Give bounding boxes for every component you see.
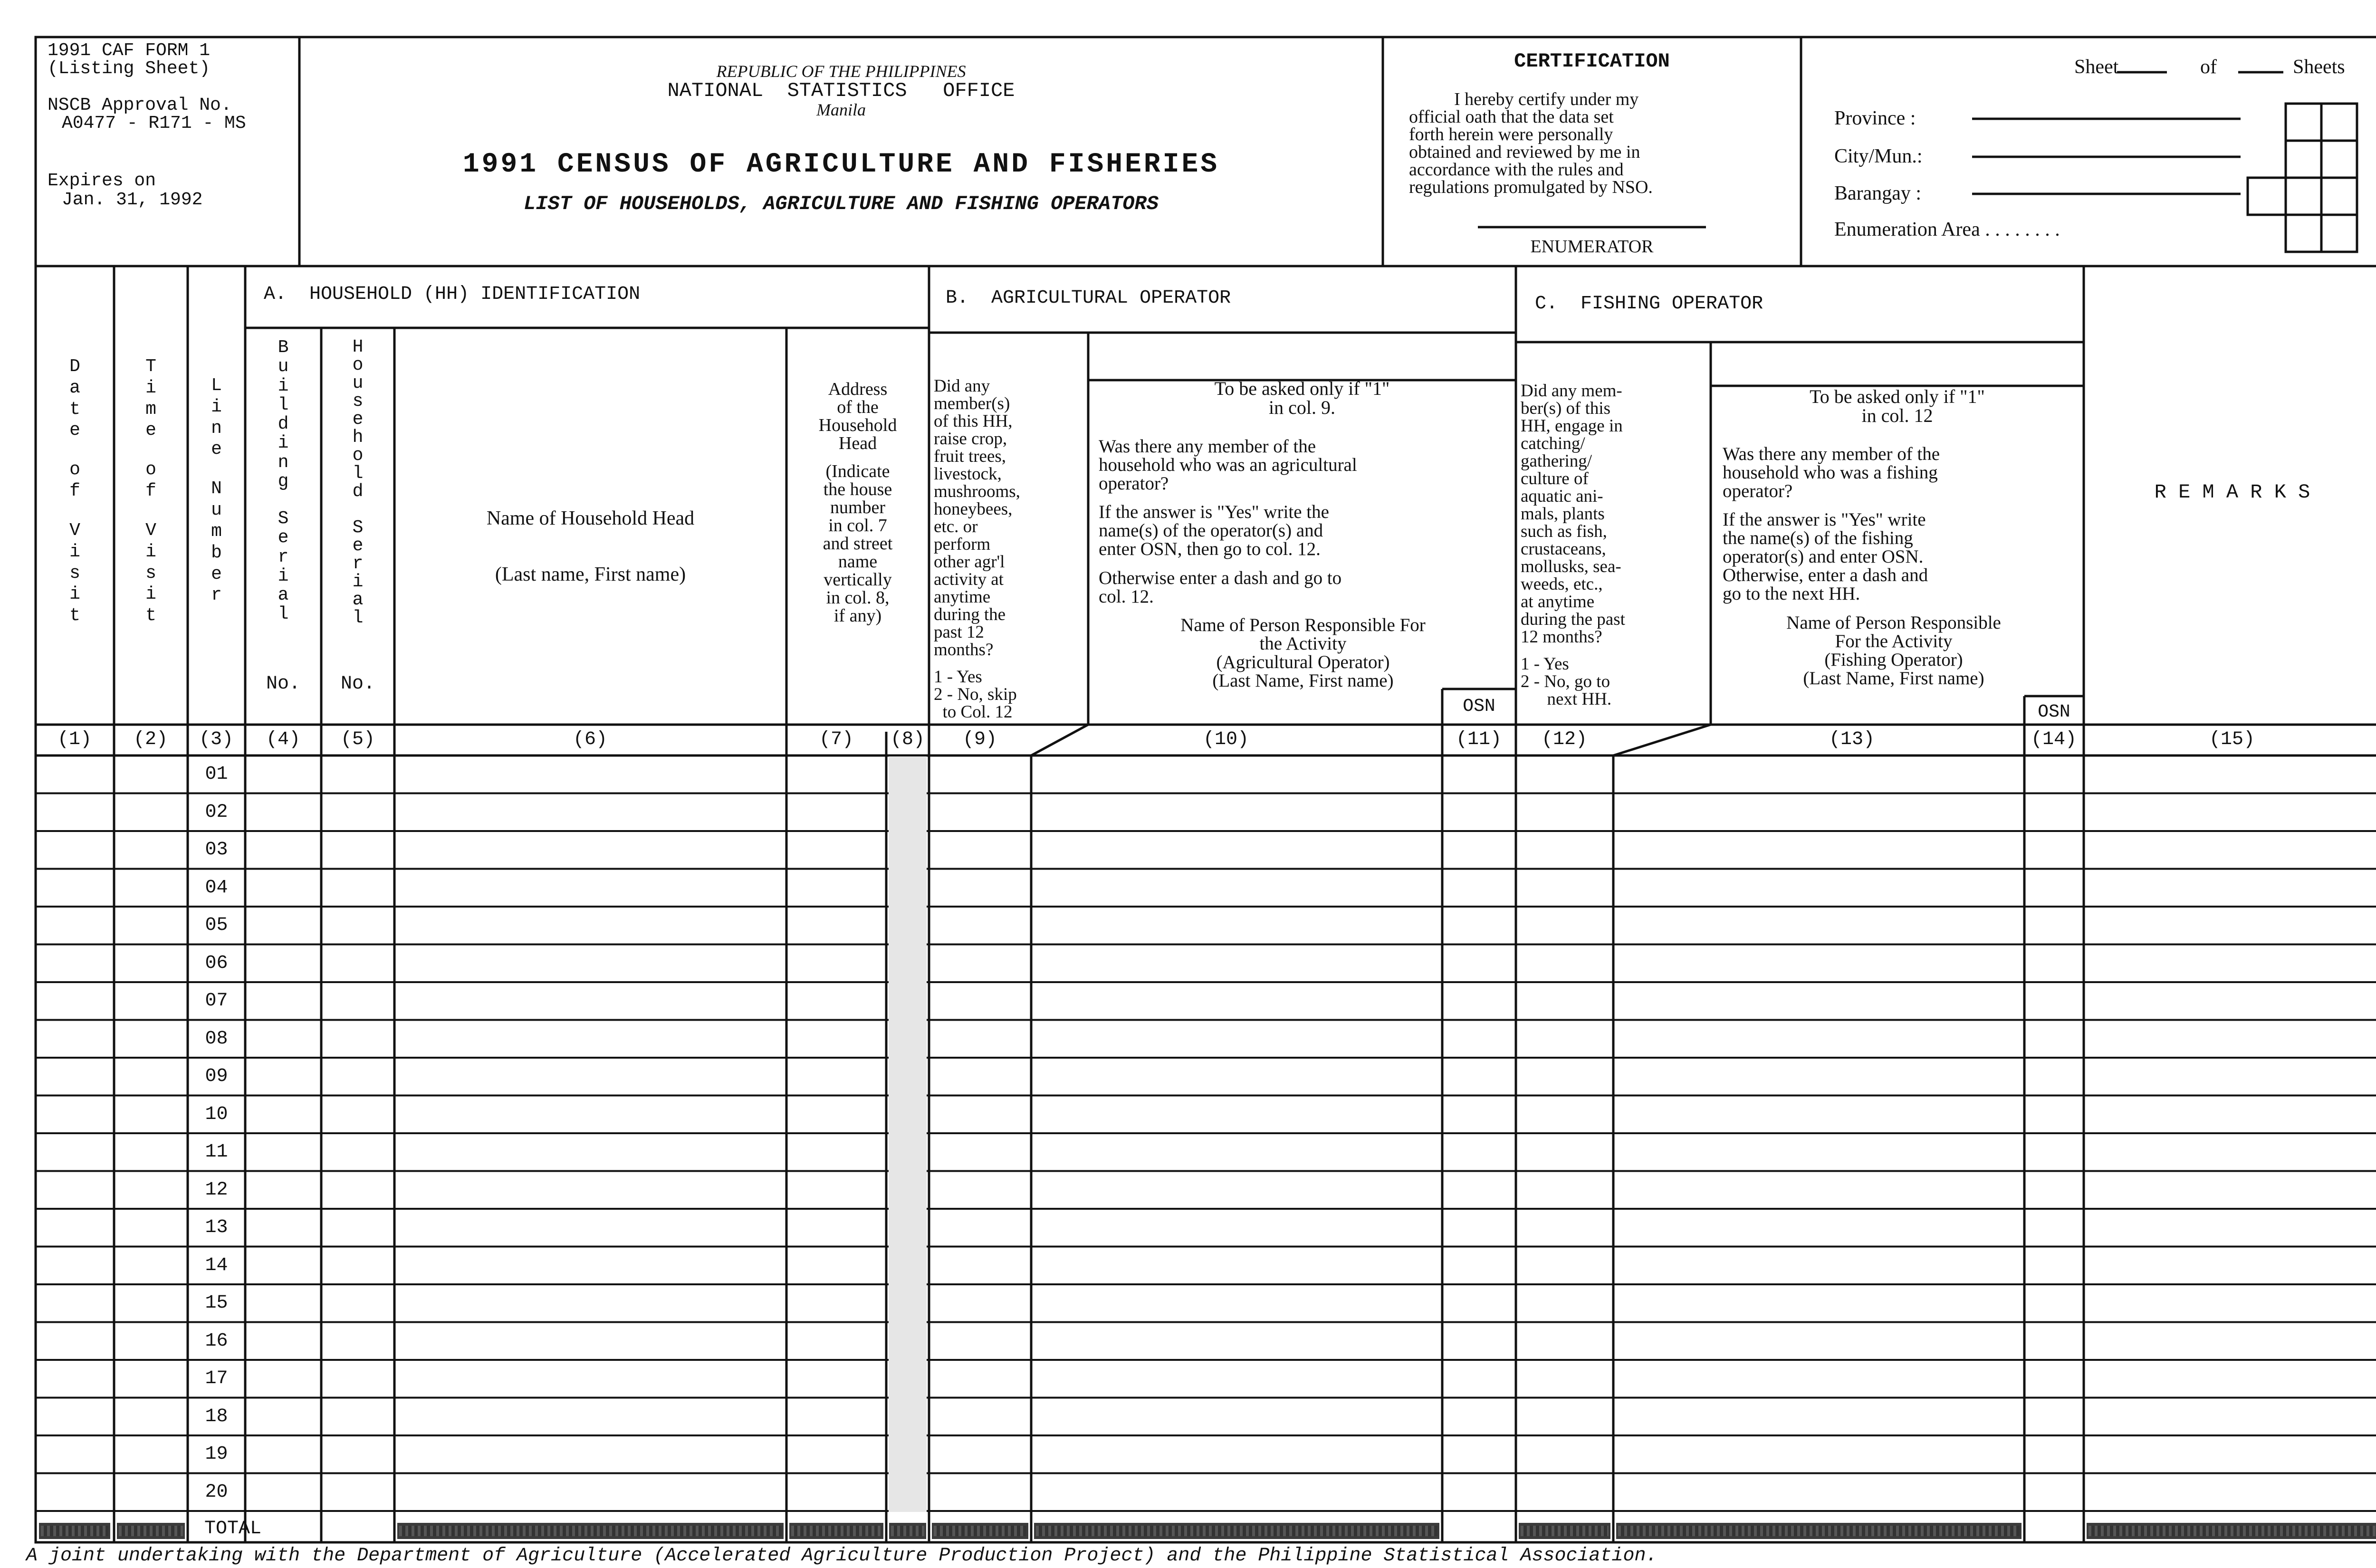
text-line [1099, 558, 1507, 568]
line-number-cell: 01 [205, 764, 228, 785]
text-line: household who was a fishing [1723, 462, 1938, 483]
text-line [1521, 646, 1625, 655]
text-line [1723, 500, 2065, 510]
header-letter: r [352, 554, 364, 574]
text-line: in col. 8, [826, 587, 890, 608]
line-number-cell: 13 [205, 1217, 228, 1238]
text-line: vertically [824, 569, 892, 590]
col13-question [1723, 408, 2065, 725]
line-number-cell: 05 [205, 915, 228, 936]
text-line [786, 452, 929, 462]
date-of-visit-header [36, 356, 114, 627]
approval-label: NSCB Approval No. [48, 95, 232, 115]
header-letter: i [278, 375, 289, 396]
text-line: the house [823, 479, 892, 499]
header-letter: n [211, 418, 222, 439]
header-letter: t [69, 605, 80, 626]
text-line: operator? [1723, 481, 1793, 501]
header-letter: a [278, 585, 289, 606]
column-number: (6) [573, 729, 607, 750]
expires-date: Jan. 31, 1992 [62, 190, 203, 210]
line-number-header [188, 375, 245, 606]
text-line: For the Activity [1835, 631, 1953, 651]
text-line [1099, 493, 1507, 503]
header-letter: o [352, 445, 364, 466]
text-line: during the [934, 605, 1006, 624]
certification-line-4: obtained and reviewed by me in [1409, 142, 1640, 162]
col12-question [1521, 347, 1625, 743]
text-line: Otherwise, enter a dash and [1723, 565, 1928, 586]
text-line: Address [828, 379, 888, 399]
line-number-cell: 17 [205, 1368, 228, 1389]
column-number: (12) [1541, 729, 1587, 750]
section-c-heading: C. FISHING OPERATOR [1535, 293, 1763, 315]
certification-line-6: regulations promulgated by NSO. [1409, 177, 1653, 197]
text-line: go to the next HH. [1723, 583, 1860, 604]
time-of-visit-header [114, 356, 188, 627]
text-line: raise crop, [934, 429, 1007, 449]
total-shade-10 [1034, 1523, 1439, 1539]
header-letter: o [145, 459, 156, 480]
line-number-cell: 12 [205, 1179, 228, 1201]
header-letter: u [211, 500, 222, 521]
text-line: etc. or [934, 517, 978, 536]
text-line: to Col. 12 [934, 702, 1013, 722]
col10-lines [1099, 437, 1507, 690]
osn-label-fish: OSN [2038, 702, 2070, 722]
certification-line-2: official oath that the data set [1409, 107, 1614, 127]
column-number: (8) [890, 729, 925, 750]
section-a-heading: A. HOUSEHOLD (HH) IDENTIFICATION [264, 284, 641, 305]
header-letter: r [211, 585, 222, 606]
text-line: name [838, 551, 878, 572]
hh-head-name-header: Name of Household Head [486, 507, 695, 529]
text-line: activity at [934, 570, 1004, 589]
col9-lines [934, 377, 1020, 721]
total-shade-7 [789, 1523, 883, 1539]
header-letter: u [352, 373, 364, 393]
header-letter: B [278, 337, 289, 358]
building-no-label: No. [266, 673, 300, 695]
header-letter: s [145, 563, 156, 583]
text-line: (Last Name, First name) [1212, 670, 1394, 691]
header-letter: o [69, 459, 80, 480]
header-letter: i [145, 377, 156, 398]
line-number-cell: 08 [205, 1028, 228, 1050]
line-number-cell: 14 [205, 1254, 228, 1276]
column-number: (1) [57, 729, 92, 750]
text-line: crustaceans, [1521, 539, 1606, 559]
osn-label-ag: OSN [1463, 696, 1495, 717]
text-line: To be asked only if "1" [1214, 378, 1390, 399]
header-letter: H [352, 337, 364, 357]
city-line: Manila [816, 100, 866, 119]
text-line: in col. 7 [828, 515, 887, 535]
text-line: 1 - Yes [1521, 654, 1569, 674]
text-line: name(s) of the operator(s) and [1099, 520, 1323, 541]
column-number: (7) [819, 729, 853, 750]
text-line: If the answer is "Yes" write [1723, 509, 1926, 530]
header-letter: e [211, 564, 222, 584]
province-label: Province : [1834, 107, 1916, 129]
header-letter: d [278, 414, 289, 435]
text-line: weeds, etc., [1521, 574, 1603, 594]
column-number: (10) [1203, 729, 1249, 750]
header-letter: D [69, 356, 80, 377]
total-shade-9 [932, 1523, 1028, 1539]
header-letter: a [352, 590, 364, 610]
header-letter: i [211, 396, 222, 417]
barangay-label: Barangay : [1834, 182, 1922, 204]
remarks-header: R E M A R K S [2154, 481, 2310, 504]
header-letter: r [278, 546, 289, 567]
col13-lines [1723, 445, 2065, 688]
text-line: (Indicate [825, 461, 890, 481]
total-shade-12 [1519, 1523, 1610, 1539]
text-line: mushrooms, [934, 482, 1020, 501]
text-line: col. 12. [1099, 586, 1154, 607]
text-line: honeybees, [934, 499, 1013, 519]
text-line: fruit trees, [934, 447, 1006, 466]
header-letter: e [211, 439, 222, 460]
header-letter: e [69, 420, 80, 441]
header-letter: N [211, 478, 222, 499]
office-line: NATIONAL STATISTICS OFFICE [667, 79, 1015, 102]
sheet-of-label: of [2200, 56, 2217, 78]
line-number-cell: 03 [205, 839, 228, 860]
column-number: (14) [2031, 729, 2077, 750]
header-letter: l [278, 394, 289, 415]
line-number-cell: 11 [205, 1141, 228, 1163]
line-number-cell: 04 [205, 877, 228, 899]
expires-label: Expires on [48, 171, 156, 191]
republic-line: REPUBLIC OF THE PHILIPPINES [716, 62, 966, 81]
header-letter: f [69, 481, 80, 502]
total-shade-15 [2087, 1523, 2376, 1539]
header-letter: T [145, 356, 156, 377]
household-serial-header [321, 338, 394, 627]
sheet-label: Sheet [2074, 56, 2119, 78]
text-line: in col. 9. [1269, 397, 1335, 418]
text-line: Did any mem- [1521, 381, 1622, 401]
text-line: 12 months? [1521, 627, 1602, 647]
text-line: next HH. [1521, 689, 1612, 709]
sheets-label: Sheets [2293, 56, 2345, 78]
text-line: member(s) [934, 394, 1010, 413]
header-letter: S [278, 508, 289, 529]
city-mun-label: City/Mun.: [1834, 145, 1923, 167]
form-type: (Listing Sheet) [48, 58, 211, 79]
footer-note: A joint undertaking with the Department of Agriculture (Accelerated Agriculture Production Project) and the Philippine Statistical Association. [26, 1545, 1657, 1567]
enumerator-label: ENUMERATOR [1530, 237, 1654, 257]
column-number: (13) [1829, 729, 1875, 750]
header-letter: l [352, 463, 364, 484]
line-number-cell: 18 [205, 1405, 228, 1427]
text-line: and street [823, 533, 893, 554]
text-line: such as fish, [1521, 522, 1607, 541]
census-subtitle: LIST OF HOUSEHOLDS, AGRICULTURE AND FISHING OPERATORS [524, 192, 1159, 215]
header-letter: o [352, 355, 364, 375]
header-letter: S [352, 517, 364, 538]
column-number: (11) [1456, 729, 1502, 750]
line-number-cell: 09 [205, 1066, 228, 1087]
text-line: 2 - No, skip [934, 685, 1017, 705]
household-no-label: No. [340, 673, 375, 695]
header-letter: i [145, 541, 156, 562]
header-letter: t [69, 399, 80, 420]
line-number-cell: 19 [205, 1444, 228, 1465]
line-number-cell: 02 [205, 801, 228, 823]
text-line: Name of Person Responsible For [1180, 615, 1426, 636]
column-number: (2) [133, 729, 168, 750]
certification-line-1: I hereby certify under my [1454, 89, 1639, 109]
text-line: culture of [1521, 469, 1589, 488]
text-line: enter OSN, then go to col. 12. [1099, 539, 1321, 560]
header-letter: n [278, 452, 289, 473]
header-letter: s [352, 391, 364, 411]
header-letter: i [278, 565, 289, 586]
text-line: catching/ [1521, 434, 1585, 453]
address-header [786, 380, 929, 625]
column-number: (15) [2209, 729, 2255, 750]
text-line: anytime [934, 587, 991, 607]
text-line: gathering/ [1521, 451, 1592, 471]
col12-lines [1521, 382, 1625, 708]
text-line: Otherwise enter a dash and go to [1099, 567, 1342, 588]
text-line: the name(s) of the fishing [1723, 528, 1913, 549]
text-line: other agr'l [934, 552, 1005, 572]
text-line: household who was an agricultural [1099, 455, 1357, 475]
text-line: To be asked only if "1" [1810, 386, 1985, 407]
text-line: the Activity [1259, 633, 1347, 654]
text-line: 1 - Yes [934, 667, 982, 687]
line-number-cell: 10 [205, 1103, 228, 1125]
line-number-cell: 07 [205, 990, 228, 1012]
text-line: past 12 [934, 622, 984, 642]
text-line: Household [818, 415, 897, 435]
text-line: HH, engage in [1521, 416, 1623, 436]
text-line: during the past [1521, 610, 1625, 629]
column-number: (9) [962, 729, 997, 750]
header-letter: m [211, 521, 222, 542]
header-letter: l [352, 608, 364, 628]
total-label: TOTAL [204, 1518, 262, 1539]
text-line: of the [837, 397, 879, 417]
form-number: 1991 CAF FORM 1 [48, 40, 211, 61]
header-letter: V [69, 520, 80, 541]
header-letter: V [145, 520, 156, 541]
total-shade-1 [39, 1523, 110, 1539]
line-number-cell: 20 [205, 1481, 228, 1503]
line-number-cell: 15 [205, 1292, 228, 1314]
header-letter: m [145, 399, 156, 420]
enumeration-area-label: Enumeration Area . . . . . . . . [1834, 219, 2060, 240]
hh-head-name-format: (Last name, First name) [495, 564, 686, 585]
header-letter: i [69, 541, 80, 562]
header-letter: g [278, 471, 289, 492]
text-line: perform [934, 535, 991, 554]
text-line: (Fishing Operator) [1824, 649, 1963, 670]
text-line [1099, 606, 1507, 616]
header-letter: i [352, 572, 364, 592]
header-letter: e [352, 409, 364, 430]
building-serial-header [245, 338, 321, 624]
certification-heading: CERTIFICATION [1514, 50, 1670, 73]
total-shade-6 [397, 1523, 784, 1539]
col9-question [934, 342, 1020, 756]
header-letter: d [352, 481, 364, 502]
header-letter: i [278, 433, 289, 454]
header-letter: s [69, 563, 80, 583]
header-letter: i [145, 584, 156, 605]
text-line: Name of Person Responsible [1786, 612, 2001, 633]
approval-number: A0477 - R171 - MS [62, 113, 246, 134]
text-line: of this HH, [934, 411, 1013, 431]
text-line: in col. 12 [1861, 405, 1933, 426]
text-line: operator? [1099, 473, 1169, 494]
text-line: Was there any member of the [1099, 436, 1316, 457]
address-lines [786, 380, 929, 625]
text-line: months? [934, 640, 994, 660]
text-line [934, 659, 1020, 668]
text-line: operator(s) and enter OSN. [1723, 546, 1924, 567]
text-line: (Last Name, First name) [1803, 668, 1984, 688]
census-title: 1991 CENSUS OF AGRICULTURE AND FISHERIES [462, 149, 1220, 180]
column-number: (5) [340, 729, 375, 750]
text-line: at anytime [1521, 592, 1595, 612]
section-b-heading: B. AGRICULTURAL OPERATOR [946, 287, 1231, 309]
text-line: mollusks, sea- [1521, 557, 1621, 576]
header-letter: L [211, 375, 222, 396]
certification-line-5: accordance with the rules and [1409, 160, 1624, 180]
text-line [1723, 603, 2065, 613]
text-line: aquatic ani- [1521, 487, 1603, 506]
header-letter: e [278, 527, 289, 548]
total-shade-13 [1616, 1523, 2022, 1539]
total-shade-8 [889, 1523, 926, 1539]
header-letter: a [69, 377, 80, 398]
header-letter: e [145, 420, 156, 441]
header-letter: h [352, 427, 364, 448]
certification-line-3: forth herein were personally [1409, 124, 1613, 144]
text-line: (Agricultural Operator) [1216, 652, 1390, 673]
text-line: ber(s) of this [1521, 399, 1611, 418]
header-letter: t [145, 605, 156, 626]
column-number: (3) [199, 729, 233, 750]
line-number-cell: 16 [205, 1330, 228, 1352]
text-line: mals, plants [1521, 504, 1605, 524]
line-number-cell: 06 [205, 952, 228, 974]
text-line: Was there any member of the [1723, 444, 1940, 464]
header-letter: e [352, 535, 364, 556]
header-letter: l [278, 604, 289, 625]
header-letter: u [278, 356, 289, 377]
header-letter: b [211, 542, 222, 563]
column-number: (4) [266, 729, 300, 750]
text-line: Did any [934, 376, 990, 396]
header-letter: i [69, 584, 80, 605]
text-line: 2 - No, go to [1521, 672, 1610, 692]
text-line: livestock, [934, 464, 1002, 484]
col10-question [1099, 400, 1507, 727]
text-line: if any) [834, 605, 882, 626]
total-shade-2 [117, 1523, 185, 1539]
text-line: If the answer is "Yes" write the [1099, 502, 1329, 523]
header-letter: f [145, 481, 156, 502]
text-line: Head [838, 433, 877, 453]
text-line: number [830, 497, 886, 517]
